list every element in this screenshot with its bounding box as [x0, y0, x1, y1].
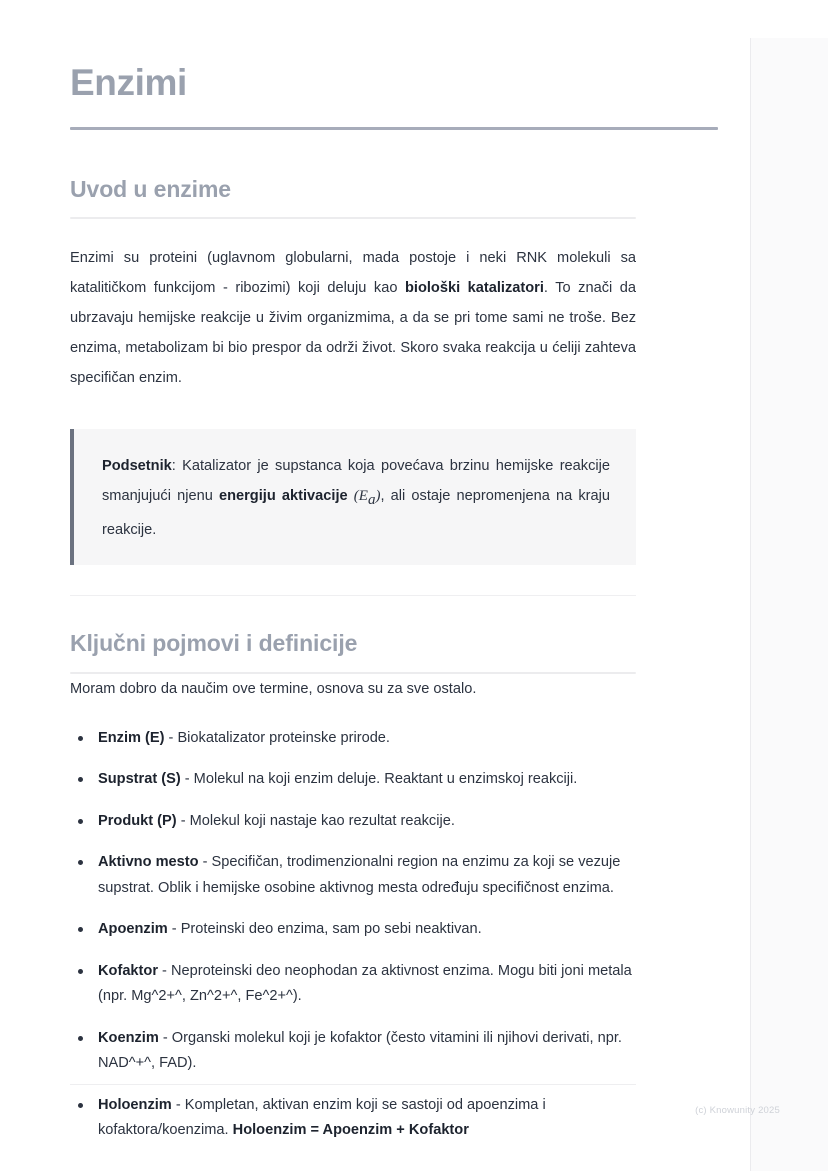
callout-bold-1: energiju aktivacije [218, 488, 348, 505]
section-intro-note: Moram dobro da naučim ove termine, osnova su za sve ostalo. [70, 680, 477, 697]
definition-term: Kofaktor [98, 962, 158, 979]
definition-term: Apoenzim [98, 921, 168, 938]
section-kljucni-pojmovi [70, 630, 718, 1144]
definition-text: - Biokatalizator proteinske prirode. [164, 729, 390, 746]
title-divider [70, 127, 718, 130]
definition-term: Koenzim [98, 1029, 159, 1046]
definition-text: - Neproteinski deo neophodan za aktivnost enzima. Mogu biti joni metala (npr. Mg^2+^, Zn^2+^, Fe^2+^). [98, 962, 632, 1005]
section-heading-uvod: Uvod u enzime [70, 175, 232, 202]
intro-paragraph-text-1: Enzimi su proteini (uglavnom globularni, mada postoje i neki RNK molekuli sa katalitičkom funkcijom - ribozimi) koji deluju kao [70, 250, 636, 297]
definition-text: - Molekul na koji enzim deluje. Reaktant u enzimskoj reakciji. [180, 771, 578, 788]
section-separator [70, 595, 636, 596]
callout-text-1: : Katalizator je supstanca koja povećava brzinu hemijske reakcije smanjujući njenu [102, 458, 610, 505]
footer-credit: (c) Knowunity 2025 [695, 1105, 780, 1116]
callout-math-variable: E [358, 488, 368, 505]
definition-text: - Proteinski deo enzima, sam po sebi neaktivan. [167, 921, 482, 938]
definition-term: Enzim (E) [98, 729, 165, 746]
definition-text: - Kompletan, aktivan enzim koji se sastoji od apoenzima i kofaktora/koenzima. [98, 1096, 546, 1139]
definition-text: - Molekul koji nastaje kao rezultat reakcije. [176, 812, 455, 829]
list-item [70, 917, 636, 943]
section-heading-divider [70, 217, 636, 219]
callout-math-subscript: a [367, 492, 376, 509]
definition-term: Holoenzim [98, 1096, 172, 1113]
definition-text: - Specifičan, trodimenzionalni region na enzimu za koji se vezuje supstrat. Oblik i hemijske osobine aktivnog mesta određuju specifičnost enzima. [98, 854, 621, 896]
definition-term: Supstrat (S) [98, 771, 181, 788]
intro-paragraph-bold-1: biološki katalizatori [404, 280, 544, 297]
page-right-gutter [750, 38, 828, 1171]
intro-paragraph-text-2: . To znači da ubrzavaju hemijske reakcije u živim organizmima, a da se pri tome sami ne troše. Bez enzima, metabolizam bi bio prespor da održi život. Skoro svaka reakcija u ćeliji zahteva specifičan enzim. [70, 280, 637, 387]
callout-math-close: ) [375, 488, 381, 505]
list-item [70, 850, 636, 901]
document-content [70, 62, 718, 1144]
list-item [70, 959, 636, 1010]
list-item [70, 809, 636, 835]
definition-term: Produkt (P) [98, 812, 177, 829]
callout-label: Podsetnik [102, 458, 172, 475]
page-title: Enzimi [70, 62, 187, 103]
callout-podsetnik [70, 429, 636, 565]
intro-paragraph [70, 243, 636, 393]
definition-emphasis: Holoenzim = Apoenzim + Kofaktor [232, 1122, 469, 1139]
list-item [70, 767, 636, 793]
list-item [70, 1026, 636, 1077]
callout-text [102, 451, 610, 545]
callout-math-open: ( [353, 488, 359, 505]
section-heading-pojmovi: Ključni pojmovi i definicije [70, 630, 358, 657]
callout-text-2: , ali ostaje nepromenjena na kraju reakcije. [102, 488, 610, 539]
list-item [70, 726, 636, 752]
list-item [70, 1093, 636, 1144]
definitions-list [70, 726, 636, 1144]
section-uvod-u-enzime [70, 176, 718, 597]
footer-divider [70, 1084, 636, 1085]
definition-text: - Organski molekul koji je kofaktor (često vitamini ili njihovi derivati, npr. NAD^+^, FAD). [98, 1029, 622, 1072]
definition-term: Aktivno mesto [98, 854, 199, 871]
